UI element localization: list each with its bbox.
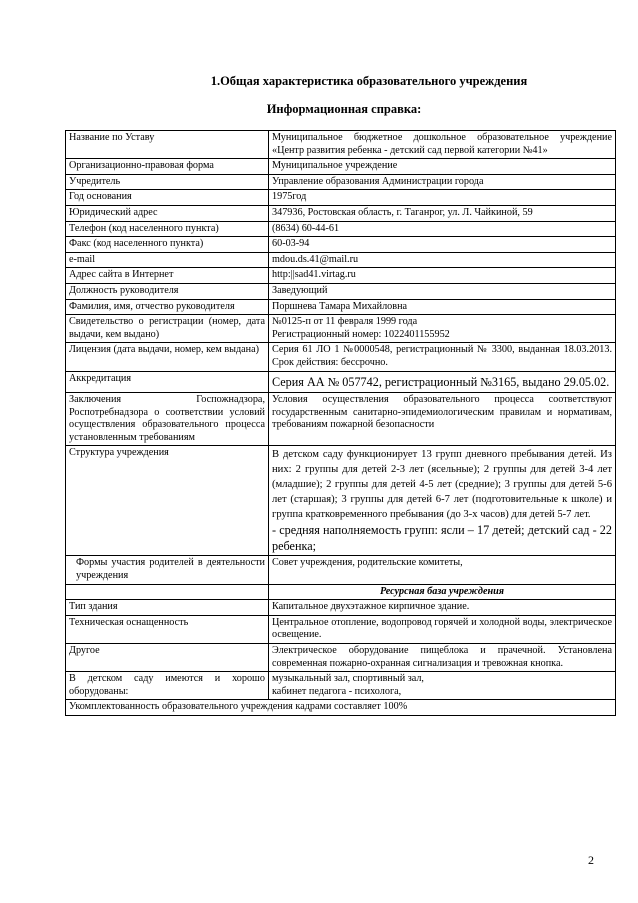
- row-label: Свидетельство о регистрации (номер, дата выдачи, кем выдано): [66, 315, 269, 343]
- table-row: [66, 700, 616, 716]
- table-row: [66, 221, 616, 237]
- row-value: Муниципальное учреждение: [269, 159, 616, 175]
- row-label: Факс (код населенного пункта): [66, 237, 269, 253]
- row-label: Заключения Госпожнадзора, Роспотребнадзора о соответствии условий осуществления образовательного процесса установленным требованиям: [66, 393, 269, 446]
- table-row: [66, 190, 616, 206]
- row-value: Совет учреждения, родительские комитеты,: [269, 556, 616, 584]
- table-row: [66, 252, 616, 268]
- empty-cell: [66, 584, 269, 600]
- row-value: Капитальное двухэтажное кирпичное здание.: [269, 600, 616, 616]
- info-table: [65, 130, 616, 716]
- table-row: [66, 672, 616, 700]
- table-row: [66, 205, 616, 221]
- structure-groups-text: В детском саду функционирует 13 групп дневного пребывания детей. Из них: 2 группы для детей 2-3 лет (ясельные); 2 группы для детей 3-4 лет (младшие); 2 группы для детей 4-5 лет (средние); 3 группы для детей 5-6 лет (старшая); 3 группы для детей 6-7 лет (подготовительные к школе) и группа кратковременного пребывания (до 3-х часов) для детей 5-7 лет.: [272, 449, 612, 521]
- structure-value: [269, 446, 616, 556]
- row-label: Юридический адрес: [66, 205, 269, 221]
- row-value: Условия осуществления образовательного процесса соответствуют государственным санитарно-эпидемиологическим правилам и нормативам, требованиям пожарной безопасности: [269, 393, 616, 446]
- table-row: [66, 643, 616, 671]
- row-value: Муниципальное бюджетное дошкольное образовательное учреждение «Центр развития ребенка - детский сад первой категории №41»: [269, 131, 616, 159]
- table-row: [66, 556, 616, 584]
- table-row: [66, 174, 616, 190]
- table-row: [66, 446, 616, 556]
- structure-occupancy-text: - средняя наполняемость групп: ясли – 17 детей; детский сад - 22 ребенка;: [272, 523, 612, 554]
- row-value: 1975год: [269, 190, 616, 206]
- row-label: Учредитель: [66, 174, 269, 190]
- equipped-halls-line: музыкальный зал, спортивный зал,: [272, 673, 424, 685]
- accreditation-value: Серия АА № 057742, регистрационный №3165, выдано 29.05.02.: [269, 371, 616, 393]
- row-label: Другое: [66, 643, 269, 671]
- table-row: [66, 283, 616, 299]
- table-row: [66, 615, 616, 643]
- staffing-summary: Укомплектованность образовательного учреждения кадрами составляет 100%: [66, 700, 616, 716]
- section-header-row: [66, 584, 616, 600]
- registration-line: №0125-п от 11 февраля 1999 года: [272, 316, 418, 328]
- equipped-office-line: кабинет педагога - психолога,: [272, 685, 402, 697]
- website-value: http:||sad41.virtag.ru: [269, 268, 616, 284]
- row-label: Фамилия, имя, отчество руководителя: [66, 299, 269, 315]
- registration-number-line: Регистрационный номер: 1022401155952: [272, 328, 450, 340]
- row-value: Центральное отопление, водопровод горячей и холодной воды, электрическое освещение.: [269, 615, 616, 643]
- table-row: [66, 393, 616, 446]
- row-value: Серия 61 ЛО 1 №0000548, регистрационный № 3300, выданная 18.03.2013. Срок действия: бессрочно.: [269, 343, 616, 371]
- row-label: Формы участия родителей в деятельности учреждения: [66, 556, 269, 584]
- row-label: Структура учреждения: [66, 446, 269, 556]
- row-label: Организационно-правовая форма: [66, 159, 269, 175]
- row-label: Телефон (код населенного пункта): [66, 221, 269, 237]
- table-row: [66, 315, 616, 343]
- resource-section-header: Ресурсная база учреждения: [269, 584, 616, 600]
- page-number: 2: [588, 853, 594, 867]
- row-value: (8634) 60-44-61: [269, 221, 616, 237]
- row-value: Заведующий: [269, 283, 616, 299]
- row-value: Электрическое оборудование пищеблока и прачечной. Установлена современная пожарно-охранная сигнализация и тревожная кнопка.: [269, 643, 616, 671]
- row-label: Должность руководителя: [66, 283, 269, 299]
- table-row: [66, 600, 616, 616]
- table-row: [66, 159, 616, 175]
- row-label: Название по Уставу: [66, 131, 269, 159]
- row-value: Поршнева Тамара Михайловна: [269, 299, 616, 315]
- row-value: [269, 672, 616, 700]
- table-row: [66, 371, 616, 393]
- info-subtitle: Информационная справка:: [266, 102, 422, 116]
- row-label: Тип здания: [66, 600, 269, 616]
- row-label: Аккредитация: [66, 371, 269, 393]
- table-row: [66, 343, 616, 371]
- table-row: [66, 268, 616, 284]
- row-value: 60-03-94: [269, 237, 616, 253]
- row-value: Управление образования Администрации города: [269, 174, 616, 190]
- table-row: [66, 299, 616, 315]
- row-label: Техническая оснащенность: [66, 615, 269, 643]
- row-value: 347936, Ростовская область, г. Таганрог, ул. Л. Чайкиной, 59: [269, 205, 616, 221]
- row-label: Лицензия (дата выдачи, номер, кем выдана): [66, 343, 269, 371]
- row-label: e-mail: [66, 252, 269, 268]
- email-value: mdou.ds.41@mail.ru: [269, 252, 616, 268]
- row-value: [269, 315, 616, 343]
- row-label: Адрес сайта в Интернет: [66, 268, 269, 284]
- section-title: 1.Общая характеристика образовательного учреждения: [210, 74, 528, 88]
- row-label: В детском саду имеются и хорошо оборудованы:: [66, 672, 269, 700]
- table-row: [66, 131, 616, 159]
- table-row: [66, 237, 616, 253]
- row-label: Год основания: [66, 190, 269, 206]
